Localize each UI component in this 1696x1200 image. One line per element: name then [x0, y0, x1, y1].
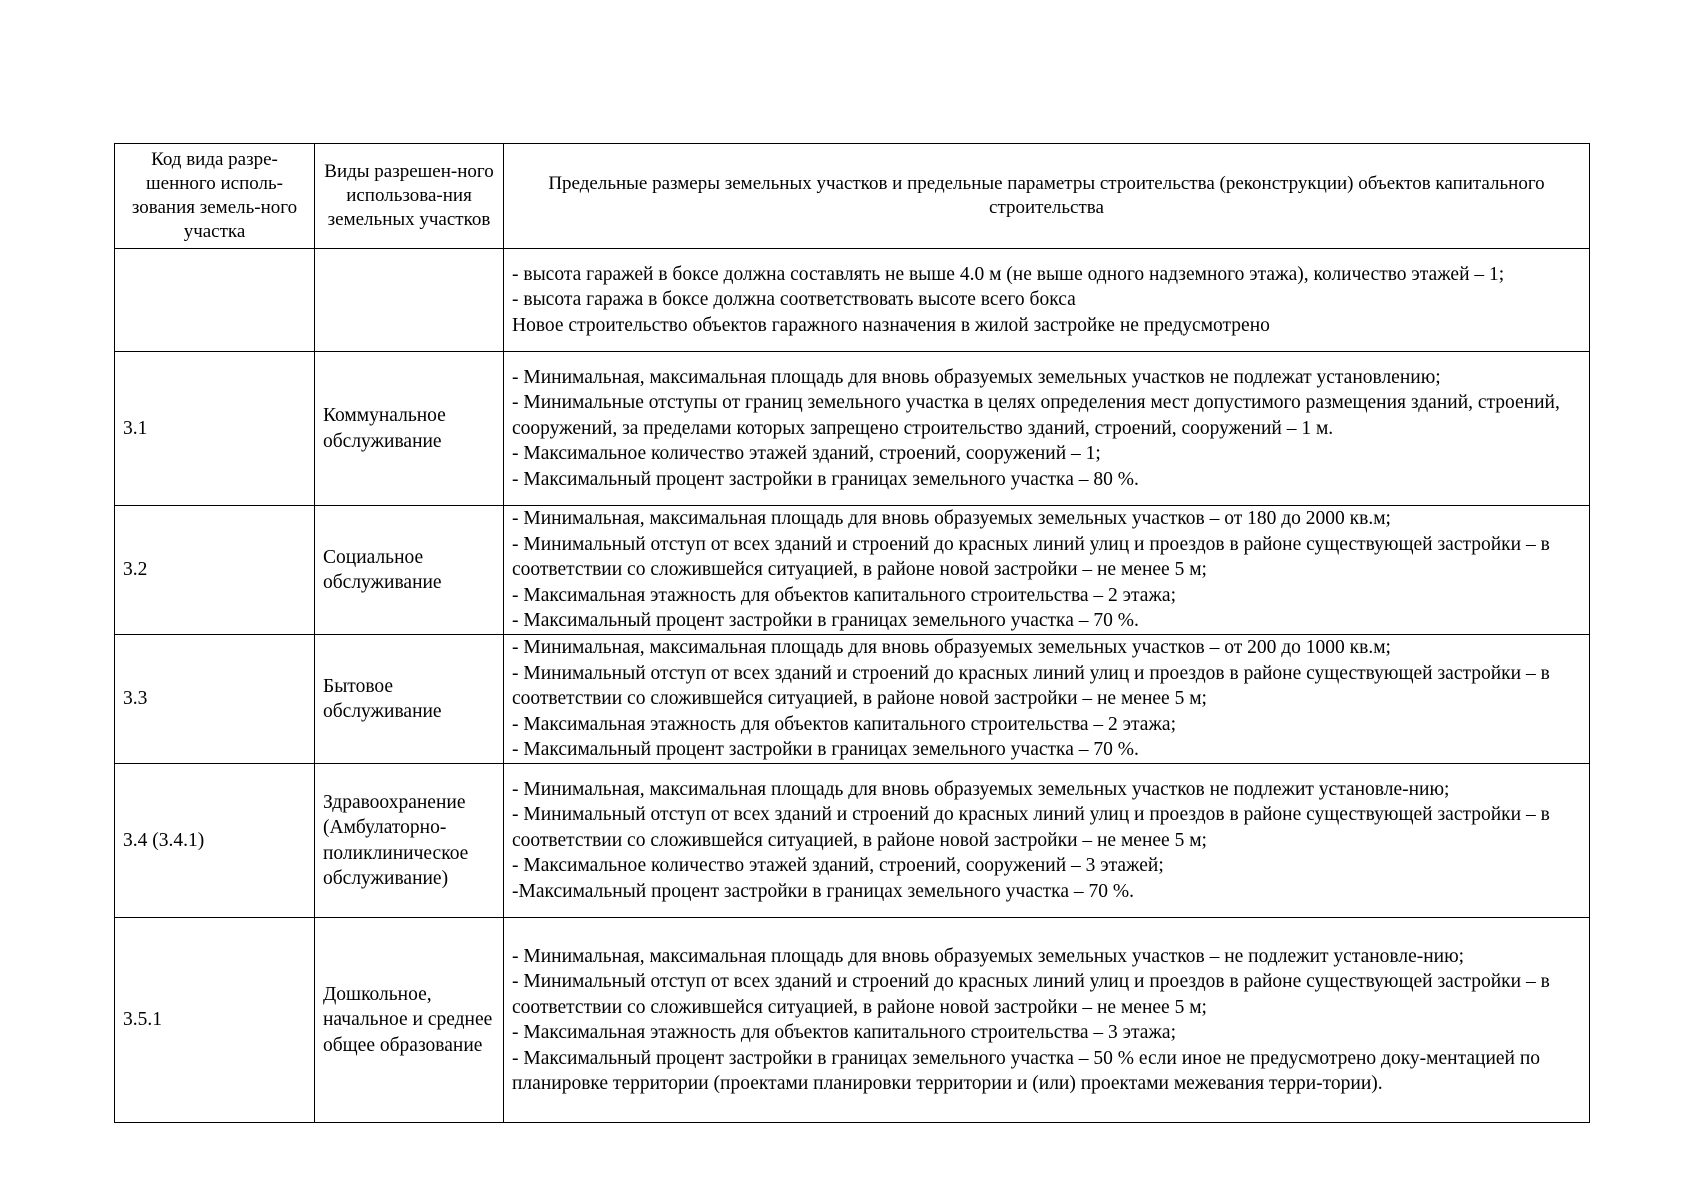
row-params — [504, 249, 1590, 352]
row-params — [504, 506, 1590, 635]
table-row — [115, 249, 1590, 352]
header-params: Предельные размеры земельных участков и предельные параметры строительства (реконструкции) объектов капитального строительства — [504, 144, 1590, 249]
param-line: - Минимальная, максимальная площадь для вновь образуемых земельных участков – не подлежит установле-нию; — [512, 945, 1465, 967]
param-line: -Максимальный процент застройки в границах земельного участка – 70 %. — [512, 880, 1135, 902]
param-line: Новое строительство объектов гаражного назначения в жилой застройке не предусмотрено — [512, 314, 1270, 336]
param-line: - Максимальная этажность для объектов капитального строительства – 2 этажа; — [512, 584, 1177, 606]
table-row — [115, 918, 1590, 1123]
table-row — [115, 635, 1590, 764]
row-params — [504, 352, 1590, 506]
param-line: - высота гаражей в боксе должна составлять не выше 4.0 м (не выше одного надземного этажа), количество этажей – 1; — [512, 263, 1505, 285]
row-kind: Бытовое обслуживание — [315, 635, 504, 764]
param-line: - высота гаража в боксе должна соответствовать высоте всего бокса — [512, 289, 1076, 311]
param-line: - Максимальная этажность для объектов капитального строительства – 2 этажа; — [512, 713, 1177, 735]
row-code: 3.5.1 — [115, 918, 315, 1123]
param-line: - Минимальная, максимальная площадь для вновь образуемых земельных участков не подлежит установле-нию; — [512, 778, 1450, 800]
table-row — [115, 352, 1590, 506]
param-line: - Минимальная, максимальная площадь для вновь образуемых земельных участков не подлежат установлению; — [512, 366, 1441, 388]
param-line: - Максимальное количество этажей зданий, строений, сооружений – 1; — [512, 443, 1101, 465]
param-line: - Минимальный отступ от всех зданий и строений до красных линий улиц и проездов в районе существующей застройки – в соответствии со сложившейся ситуацией, в районе новой застройки – не менее 5 м; — [512, 804, 1550, 851]
header-code: Код вида разре-шенного исполь-зования земель-ного участка — [115, 144, 315, 249]
param-line: - Максимальный процент застройки в границах земельного участка – 50 % если иное не предусмотрено доку-ментацией по планировке территории (проектами планировки территории и (или) проектами межевания терри-тории). — [512, 1047, 1541, 1094]
param-line: - Минимальная, максимальная площадь для вновь образуемых земельных участков – от 180 до 2000 кв.м; — [512, 508, 1391, 530]
row-params — [504, 635, 1590, 764]
row-code: 3.2 — [115, 506, 315, 635]
param-line: - Минимальный отступ от всех зданий и строений до красных линий улиц и проездов в районе существующей застройки – в соответствии со сложившейся ситуацией, в районе новой застройки – не менее 5 м; — [512, 533, 1550, 581]
param-line: - Минимальный отступ от всех зданий и строений до красных линий улиц и проездов в районе существующей застройки – в соответствии со сложившейся ситуацией, в районе новой застройки – не менее 5 м; — [512, 662, 1550, 710]
param-line: - Минимальный отступ от всех зданий и строений до красных линий улиц и проездов в районе существующей застройки – в соответствии со сложившейся ситуацией, в районе новой застройки – не менее 5 м; — [512, 971, 1550, 1018]
param-line: - Максимальная этажность для объектов капитального строительства – 3 этажа; — [512, 1022, 1177, 1043]
row-kind — [315, 249, 504, 352]
table-header-row — [115, 144, 1590, 249]
param-line: - Минимальные отступы от границ земельного участка в целях определения мест допустимого размещения зданий, строений, сооружений, за пределами которых запрещено строительство зданий, строений, сооружений – 1 м. — [512, 392, 1560, 439]
table-row — [115, 506, 1590, 635]
param-line: - Максимальный процент застройки в границах земельного участка – 70 %. — [512, 739, 1139, 761]
row-code: 3.4 (3.4.1) — [115, 764, 315, 918]
row-kind: Социальное обслуживание — [315, 506, 504, 635]
row-params — [504, 764, 1590, 918]
header-kind: Виды разрешен-ного использова-ния земельных участков — [315, 144, 504, 249]
param-line: - Максимальный процент застройки в границах земельного участка – 80 %. — [512, 468, 1139, 490]
row-kind: Коммунальное обслуживание — [315, 352, 504, 506]
param-line: - Максимальный процент застройки в границах земельного участка – 70 %. — [512, 610, 1139, 632]
param-line: - Минимальная, максимальная площадь для вновь образуемых земельных участков – от 200 до 1000 кв.м; — [512, 637, 1391, 659]
row-kind: Дошкольное, начальное и среднее общее образование — [315, 918, 504, 1123]
row-code — [115, 249, 315, 352]
table-row — [115, 764, 1590, 918]
zoning-parameters-table — [114, 143, 1590, 1123]
row-kind: Здравоохранение (Амбулаторно-поликлиническое обслуживание) — [315, 764, 504, 918]
param-line: - Максимальное количество этажей зданий, строений, сооружений – 3 этажей; — [512, 855, 1164, 877]
row-code: 3.1 — [115, 352, 315, 506]
row-params — [504, 918, 1590, 1123]
row-code: 3.3 — [115, 635, 315, 764]
